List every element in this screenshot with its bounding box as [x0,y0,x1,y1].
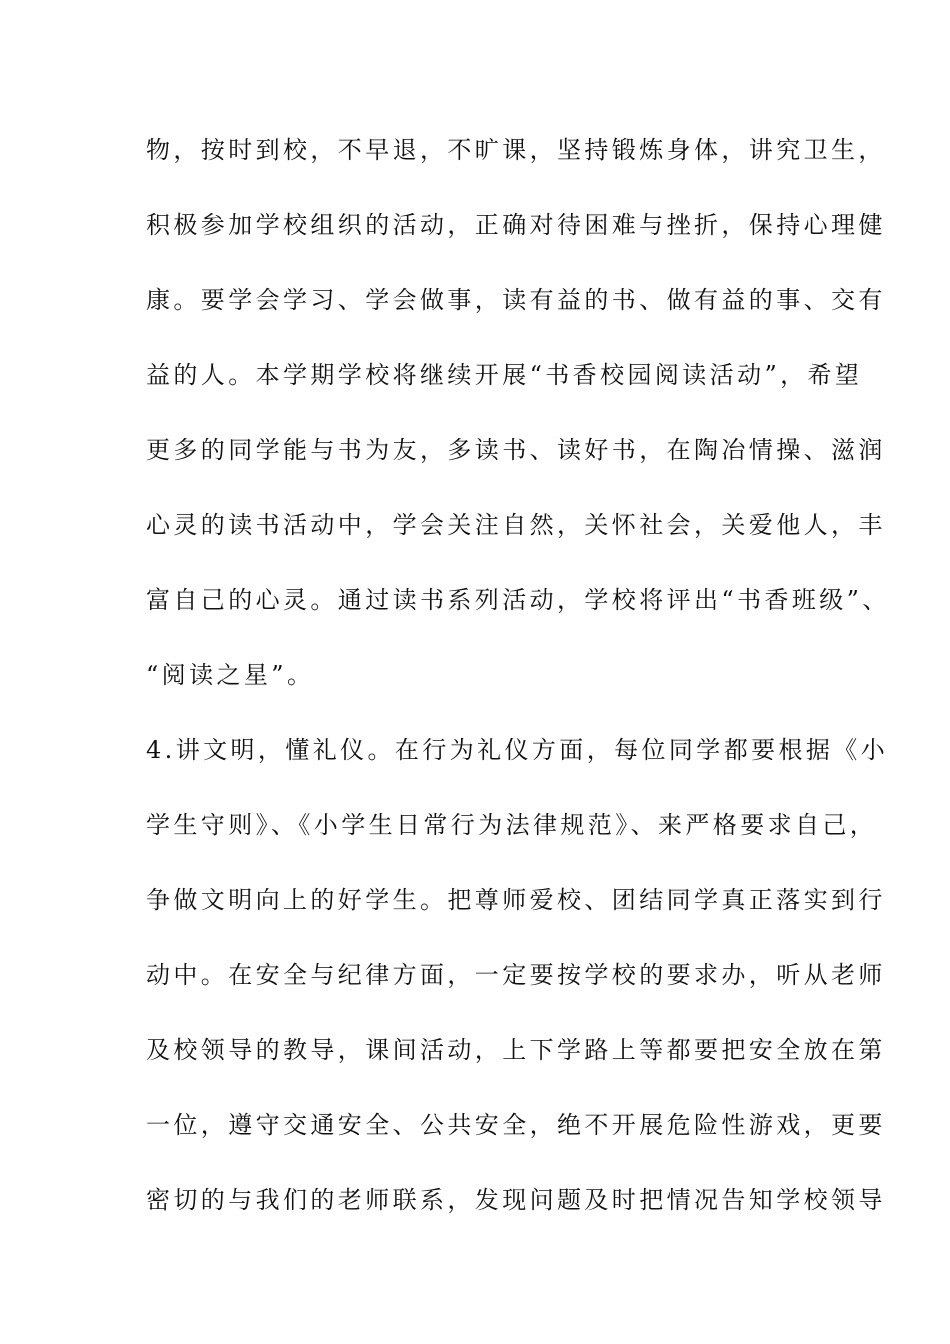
text-line: 富自己的心灵。通过读书系列活动，学校将评出“书香班级”、 [146,586,890,614]
text-line: “阅读之星”。 [146,661,315,689]
text-line: 争做文明向上的好学生。把尊师爱校、团结同学真正落实到行 [146,886,886,914]
text-line: 更多的同学能与书为友，多读书、读好书，在陶冶情操、滋润 [146,436,886,464]
text-line: 4.讲文明，懂礼仪。在行为礼仪方面，每位同学都要根据《小 [146,736,889,764]
text-line: 益的人。本学期学校将继续开展“书香校园阅读活动”，希望 [146,361,863,389]
text-line: 学生守则》、《小学生日常行为法律规范》、来严格要求自己， [146,811,878,839]
text-line: 物，按时到校，不早退，不旷课，坚持锻炼身体，讲究卫生， [146,136,886,164]
text-line: 积极参加学校组织的活动，正确对待困难与挫折，保持心理健 [146,211,886,239]
text-line: 密切的与我们的老师联系，发现问题及时把情况告知学校领导 [146,1186,886,1214]
text-line: 及校领导的教导，课间活动，上下学路上等都要把安全放在第 [146,1036,886,1064]
text-line: 动中。在安全与纪律方面，一定要按学校的要求办，听从老师 [146,961,886,989]
text-line: 心灵的读书活动中，学会关注自然，关怀社会，关爱他人，丰 [146,511,886,539]
text-line: 一位，遵守交通安全、公共安全，绝不开展危险性游戏，更要 [146,1111,886,1139]
text-line: 康。要学会学习、学会做事，读有益的书、做有益的事、交有 [146,286,886,314]
